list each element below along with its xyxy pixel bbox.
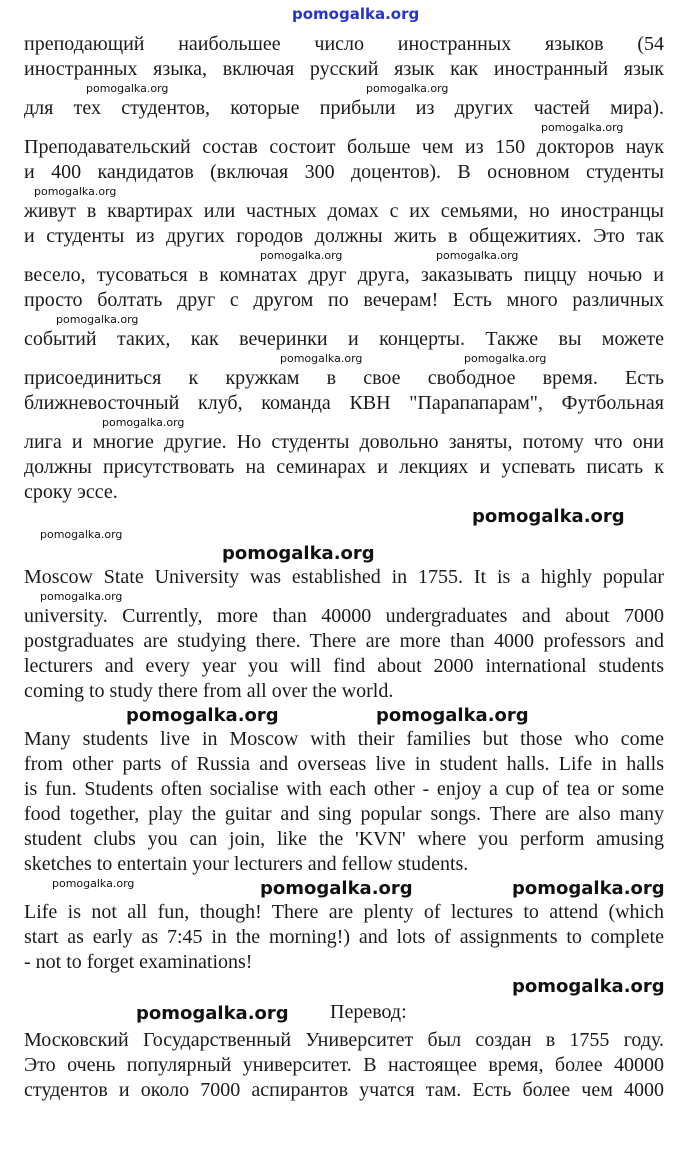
watermark: pomogalka.org bbox=[136, 1003, 289, 1024]
watermark: pomogalka.org bbox=[40, 528, 123, 541]
watermark: pomogalka.org bbox=[436, 249, 519, 262]
watermark-row bbox=[0, 505, 700, 528]
watermark-row bbox=[0, 528, 700, 542]
watermark-row bbox=[0, 121, 700, 135]
text-line: студентов и около 7000 аспирантов учатся там. Есть более чем 4000 bbox=[24, 1079, 664, 1101]
watermark: pomogalka.org bbox=[52, 877, 135, 890]
text-line: живут в квартирах или частных домах с их семьями, но иностранцы bbox=[24, 200, 664, 222]
text-line: lecturers and every year you will find about 2000 international students bbox=[24, 655, 664, 677]
text-line: и 400 кандидатов (включая 300 доцентов). В основном студенты bbox=[24, 161, 664, 183]
text-line: и студенты из других городов должны жить в общежитиях. Это так bbox=[24, 225, 664, 247]
watermark-row bbox=[0, 975, 700, 998]
text-line: sketches to entertain your lecturers and fellow students. bbox=[24, 853, 469, 875]
watermark: pomogalka.org bbox=[512, 878, 665, 899]
watermark: pomogalka.org bbox=[366, 82, 449, 95]
text-line: преподающий наибольшее число иностранных языков (54 bbox=[24, 33, 664, 55]
watermark-row bbox=[0, 877, 700, 900]
text-line: лига и многие другие. Но студенты довольно заняты, потому что они bbox=[24, 431, 664, 453]
watermark: pomogalka.org bbox=[260, 249, 343, 262]
text-line: Это очень популярный университет. В настоящее время, более 40000 bbox=[24, 1054, 664, 1076]
text-line: student clubs you can join, like the 'KVN' where you perform amusing bbox=[24, 828, 664, 850]
watermark: pomogalka.org bbox=[472, 506, 625, 527]
watermark: pomogalka.org bbox=[541, 121, 624, 134]
watermark-row bbox=[0, 313, 700, 327]
watermark: pomogalka.org bbox=[222, 543, 375, 564]
text-line: - not to forget examinations! bbox=[24, 951, 253, 973]
watermark: pomogalka.org bbox=[512, 976, 665, 997]
text-line: Many students live in Moscow with their families but those who come bbox=[24, 728, 664, 750]
watermark-row bbox=[0, 352, 700, 366]
text-line: Московский Государственный Университет был создан в 1755 году. bbox=[24, 1029, 664, 1051]
document-body bbox=[0, 32, 700, 1103]
text-line: university. Currently, more than 40000 undergraduates and about 7000 bbox=[24, 605, 664, 627]
watermark-row bbox=[0, 185, 700, 199]
header-watermark: pomogalka.org bbox=[292, 5, 420, 23]
text-line: food together, play the guitar and sing popular songs. There are also many bbox=[24, 803, 664, 825]
watermark: pomogalka.org bbox=[40, 590, 123, 603]
text-line: событий таких, как вечеринки и концерты. Также вы можете bbox=[24, 328, 664, 350]
text-line: иностранных языка, включая русский язык как иностранный язык bbox=[24, 58, 664, 80]
translation-heading-row bbox=[0, 998, 700, 1028]
text-line: Life is not all fun, though! There are plenty of lectures to attend (which bbox=[24, 901, 664, 923]
translation-heading: Перевод: bbox=[330, 1001, 407, 1023]
watermark: pomogalka.org bbox=[280, 352, 363, 365]
text-line: ближневосточный клуб, команда КВН "Парапапарам", Футбольная bbox=[24, 392, 664, 414]
watermark: pomogalka.org bbox=[260, 878, 413, 899]
watermark: pomogalka.org bbox=[56, 313, 139, 326]
watermark: pomogalka.org bbox=[464, 352, 547, 365]
text-line: для тех студентов, которые прибыли из других частей мира). bbox=[24, 97, 664, 119]
watermark-row bbox=[0, 82, 700, 96]
watermark-row bbox=[0, 704, 700, 727]
text-line: start as early as 7:45 in the morning!) and lots of assignments to complete bbox=[24, 926, 664, 948]
text-line: postgraduates are studying there. There are more than 4000 professors and bbox=[24, 630, 664, 652]
watermark: pomogalka.org bbox=[34, 185, 117, 198]
watermark-row bbox=[0, 249, 700, 263]
text-line: просто болтать друг с другом по вечерам! Есть много различных bbox=[24, 289, 664, 311]
text-line: присоединиться к кружкам в свое свободное время. Есть bbox=[24, 367, 664, 389]
text-line: Преподавательский состав состоит больше чем из 150 докторов наук bbox=[24, 136, 664, 158]
text-line: from other parts of Russia and overseas live in student halls. Life in halls bbox=[24, 753, 664, 775]
text-line: сроку эссе. bbox=[24, 481, 118, 503]
watermark: pomogalka.org bbox=[86, 82, 169, 95]
text-line: весело, тусоваться в комнатах друг друга, заказывать пиццу ночью и bbox=[24, 264, 664, 286]
text-line: coming to study there from all over the world. bbox=[24, 680, 394, 702]
text-line: is fun. Students often socialise with each other - enjoy a cup of tea or some bbox=[24, 778, 664, 800]
watermark: pomogalka.org bbox=[126, 705, 279, 726]
watermark: pomogalka.org bbox=[376, 705, 529, 726]
watermark: pomogalka.org bbox=[102, 416, 185, 429]
text-line: Moscow State University was established in 1755. It is a highly popular bbox=[24, 566, 664, 588]
text-line: должны присутствовать на семинарах и лекциях и успевать писать к bbox=[24, 456, 664, 478]
watermark-row bbox=[0, 416, 700, 430]
watermark-row bbox=[0, 542, 700, 565]
watermark-row bbox=[0, 590, 700, 604]
